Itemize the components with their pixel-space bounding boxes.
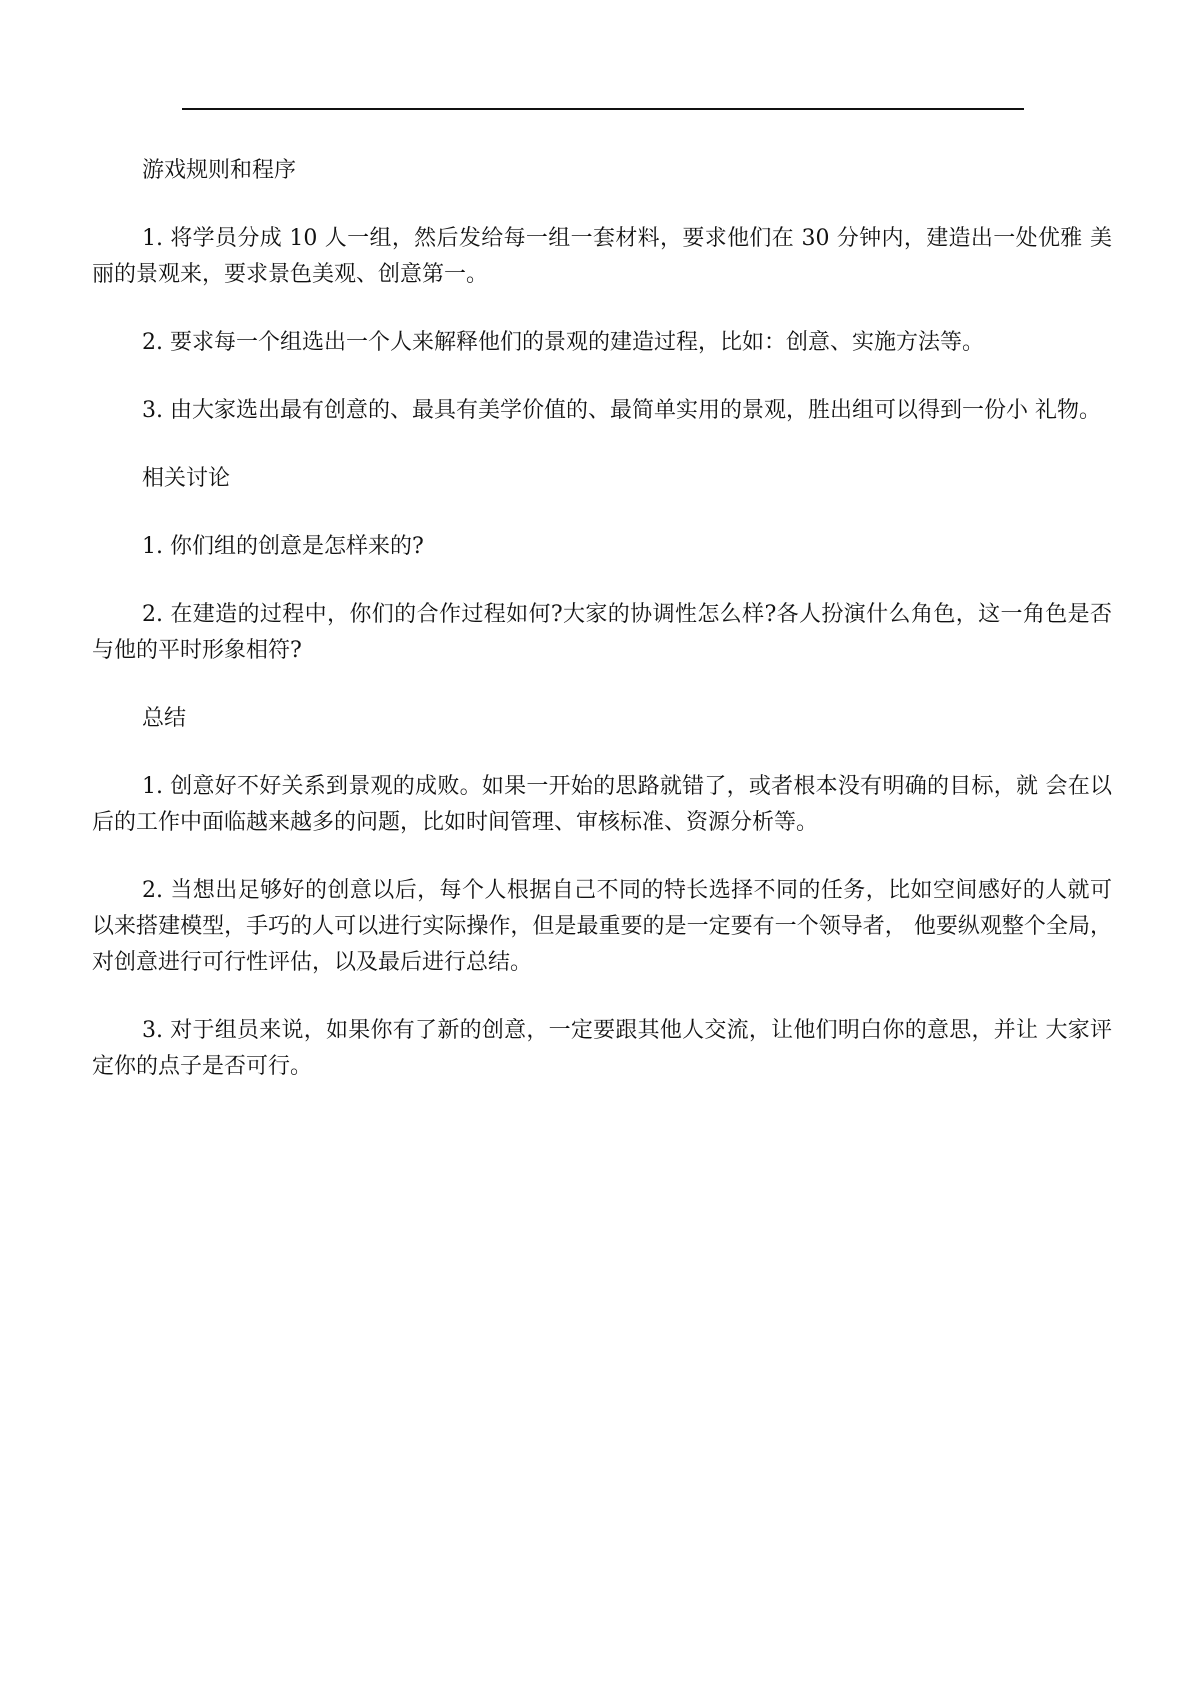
paragraph: 1. 创意好不好关系到景观的成败。如果一开始的思路就错了，或者根本没有明确的目标，就 会在以后的工作中面临越来越多的问题，比如时间管理、审核标准、资源分析等。	[92, 774, 1112, 835]
paragraph: 2. 当想出足够好的创意以后，每个人根据自己不同的特长选择不同的任务，比如空间感好的人就可以来搭建模型，手巧的人可以进行实际操作，但是最重要的是一定要有一个领导者， 他要纵观整个全局，对创意进行可行性评估，以及最后进行总结。	[92, 878, 1112, 975]
paragraph: 2. 在建造的过程中，你们的合作过程如何?大家的协调性怎么样?各人扮演什么角色，这一角色是否与他的平时形象相符?	[92, 602, 1112, 663]
section-heading: 总结	[142, 706, 187, 731]
section-rules	[92, 153, 1112, 429]
document-body	[92, 153, 1112, 1117]
paragraph: 3. 由大家选出最有创意的、最具有美学价值的、最简单实用的景观，胜出组可以得到一份小 礼物。	[142, 398, 1101, 423]
paragraph: 3. 对于组员来说，如果你有了新的创意，一定要跟其他人交流，让他们明白你的意思，并让 大家评定你的点子是否可行。	[92, 1018, 1112, 1079]
paragraph: 2. 要求每一个组选出一个人来解释他们的景观的建造过程，比如：创意、实施方法等。	[142, 330, 984, 355]
section-heading: 相关讨论	[142, 466, 231, 491]
paragraph: 1. 将学员分成 10 人一组，然后发给每一组一套材料，要求他们在 30 分钟内，建造出一处优雅 美丽的景观来，要求景色美观、创意第一。	[92, 226, 1112, 287]
section-heading: 游戏规则和程序	[142, 158, 297, 183]
header-rule	[182, 108, 1024, 110]
section-summary	[92, 701, 1112, 1085]
paragraph: 1. 你们组的创意是怎样来的?	[142, 534, 424, 559]
section-discussion	[92, 461, 1112, 669]
